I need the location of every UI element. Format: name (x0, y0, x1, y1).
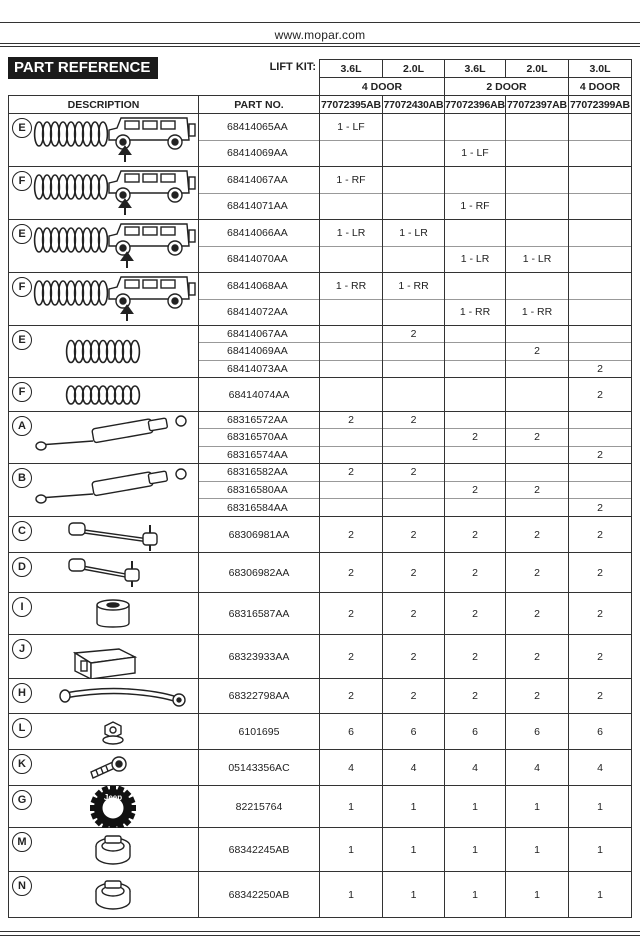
quantity-cell: 2 (506, 679, 569, 714)
quantity-cell (506, 499, 568, 516)
part-row (9, 750, 632, 786)
part-number: 68316584AA (227, 501, 288, 514)
quantity-cell: 2 (445, 553, 506, 593)
page-title: PART REFERENCE (8, 57, 158, 79)
quantity-cell: 2 (569, 553, 632, 593)
quantity-cell (445, 361, 505, 377)
quantity-cell (383, 167, 444, 194)
quantity-cell (569, 482, 631, 500)
quantity-cell (506, 412, 568, 429)
part-row (9, 714, 632, 750)
door-group-header: 4 DOOR (569, 78, 632, 96)
clamp-icon (9, 828, 199, 872)
part-letter: E (12, 224, 32, 244)
quantity-cell (383, 447, 444, 463)
quantity-cell: 2 (445, 593, 506, 635)
top-rule (0, 22, 640, 23)
quantity-cell (320, 326, 382, 343)
quantity-cell: 1 (445, 786, 506, 828)
quantity-cell: 1 (320, 828, 383, 872)
quantity-cell (445, 167, 505, 194)
jeep-badge-icon (9, 786, 199, 828)
nut-icon (9, 714, 199, 750)
quantity-cell (383, 499, 444, 516)
part-illustration-cell (9, 114, 199, 167)
quantity-cell: 2 (383, 635, 445, 679)
quantity-cell: 6 (320, 714, 383, 750)
part-row (9, 517, 632, 553)
quantity-cell (506, 326, 568, 343)
kit-number-header: 77072396AB (445, 96, 506, 114)
quantity-cell: 2 (597, 501, 603, 514)
part-number: 68414073AA (227, 362, 288, 375)
quantity-cell: 1 - LR (320, 220, 382, 247)
part-letter: J (12, 639, 32, 659)
part-number: 68316580AA (199, 482, 319, 500)
quantity-cell (445, 412, 505, 429)
lift-kit-label: LIFT KIT: (269, 61, 316, 73)
quantity-cell (569, 300, 631, 326)
spring-icon (9, 326, 199, 377)
quantity-cell (383, 361, 444, 377)
part-number: 68414070AA (227, 253, 288, 266)
quantity-cell (569, 273, 631, 300)
quantity-cell (445, 273, 505, 300)
quantity-cell: 2 (597, 362, 603, 375)
quantity-cell: 2 (569, 378, 632, 412)
part-number: 82215764 (199, 786, 320, 828)
jeep-badge-text: Jeep (103, 793, 123, 802)
quantity-cell: 2 (320, 553, 383, 593)
quantity-cell (569, 412, 631, 429)
part-letter: C (12, 521, 32, 541)
quantity-cell (569, 141, 631, 167)
part-illustration-cell (9, 517, 199, 553)
part-letter: I (12, 597, 32, 617)
quantity-cell: 2 (383, 326, 444, 343)
quantity-cell: 2 (506, 553, 569, 593)
quantity-cell: 2 (383, 464, 444, 482)
part-number: 68316587AA (199, 593, 320, 635)
shock-icon (9, 464, 199, 516)
part-row (9, 593, 632, 635)
quantity-cell: 6 (569, 714, 632, 750)
footer-rule (0, 931, 640, 932)
part-illustration-cell (9, 593, 199, 635)
part-illustration-cell (9, 464, 199, 517)
quantity-cell (445, 343, 505, 360)
part-number: 68414074AA (199, 378, 320, 412)
door-group-header: 4 DOOR (320, 78, 445, 96)
quantity-cell: 2 (597, 448, 603, 461)
quantity-cell: 1 (320, 872, 383, 918)
part-illustration-cell (9, 273, 199, 326)
part-letter: E (12, 118, 32, 138)
part-row (9, 786, 632, 828)
part-letter: K (12, 754, 32, 774)
track-bar-icon (9, 679, 199, 714)
spring-vehicle-rear-icon (9, 220, 199, 272)
part-number: 05143356AC (199, 750, 320, 786)
quantity-cell (383, 482, 444, 500)
part-row (9, 679, 632, 714)
engine-header: 3.6L (320, 60, 383, 78)
part-number: 68306982AA (199, 553, 320, 593)
part-number: 68414066AA (199, 220, 319, 247)
quantity-cell (506, 220, 568, 247)
part-row (9, 378, 632, 412)
quantity-cell: 2 (506, 343, 568, 360)
quantity-cell: 2 (320, 635, 383, 679)
quantity-cell: 2 (383, 679, 445, 714)
engine-header: 2.0L (506, 60, 569, 78)
quantity-cell: 1 - RF (320, 167, 382, 194)
quantity-cell (506, 378, 569, 412)
part-letter: F (12, 277, 32, 297)
engine-header: 2.0L (383, 60, 445, 78)
quantity-cell (383, 247, 444, 273)
kit-number-header: 77072395AB (320, 96, 383, 114)
part-illustration-cell (9, 750, 199, 786)
quantity-cell (569, 220, 631, 247)
part-number: 6101695 (199, 714, 320, 750)
part-number: 68414069AA (227, 147, 288, 160)
quantity-cell: 1 (445, 872, 506, 918)
part-letter: G (12, 790, 32, 810)
part-row (9, 872, 632, 918)
quantity-cell: 1 - RR (521, 306, 553, 319)
quantity-cell (383, 300, 444, 326)
quantity-cell (569, 114, 631, 141)
part-letter: B (12, 468, 32, 488)
quantity-cell (506, 141, 568, 167)
quantity-cell (506, 447, 568, 463)
quantity-cell: 4 (383, 750, 445, 786)
quantity-cell: 1 - LR (460, 253, 490, 266)
part-row (9, 326, 632, 378)
quantity-cell: 1 (320, 786, 383, 828)
spring-vehicle-rear-icon (9, 273, 199, 325)
quantity-cell (320, 482, 382, 500)
quantity-cell: 1 (383, 828, 445, 872)
part-letter: A (12, 416, 32, 436)
sway-link-short-icon (9, 553, 199, 593)
quantity-cell: 1 (506, 872, 569, 918)
part-row (9, 220, 632, 273)
engine-header: 3.6L (445, 60, 506, 78)
quantity-cell: 2 (569, 593, 632, 635)
quantity-cell: 2 (320, 593, 383, 635)
quantity-cell (569, 167, 631, 194)
part-illustration-cell (9, 828, 199, 872)
quantity-cell: 1 - LF (461, 147, 489, 160)
quantity-cell: 1 - LR (383, 220, 444, 247)
quantity-cell (506, 194, 568, 220)
quantity-cell (445, 114, 505, 141)
part-illustration-cell (9, 635, 199, 679)
quantity-cell: 1 (569, 872, 632, 918)
clamp-icon (9, 872, 199, 918)
part-number: 68414067AA (199, 326, 319, 343)
part-number: 68414069AA (199, 343, 319, 360)
part-letter: N (12, 876, 32, 896)
part-reference-table (8, 59, 632, 918)
quantity-cell: 1 - RR (383, 273, 444, 300)
quantity-cell (506, 361, 568, 377)
part-number: 68316572AA (199, 412, 319, 429)
part-number: 68322798AA (199, 679, 320, 714)
part-illustration-cell (9, 326, 199, 378)
quantity-cell (506, 167, 568, 194)
part-illustration-cell (9, 679, 199, 714)
quantity-cell: 2 (320, 464, 382, 482)
quantity-cell: 2 (445, 679, 506, 714)
part-no-header: PART NO. (199, 96, 320, 114)
quantity-cell: 1 - LR (522, 253, 552, 266)
quantity-cell: 2 (506, 429, 568, 446)
part-illustration-cell (9, 220, 199, 273)
quantity-cell (569, 343, 631, 360)
quantity-cell: 1 - RR (459, 306, 491, 319)
part-illustration-cell (9, 786, 199, 828)
quantity-cell: 2 (445, 429, 505, 446)
quantity-cell (506, 464, 568, 482)
part-row (9, 635, 632, 679)
quantity-cell (569, 247, 631, 273)
quantity-cell: 2 (569, 635, 632, 679)
quantity-cell: 6 (383, 714, 445, 750)
part-illustration-cell (9, 378, 199, 412)
quantity-cell: 1 (445, 828, 506, 872)
part-number: 68414065AA (199, 114, 319, 141)
part-number: 68316582AA (199, 464, 319, 482)
quantity-cell: 6 (506, 714, 569, 750)
quantity-cell: 2 (383, 412, 444, 429)
quantity-cell: 4 (320, 750, 383, 786)
quantity-cell (320, 300, 382, 326)
quantity-cell: 2 (506, 635, 569, 679)
quantity-cell: 2 (569, 517, 632, 553)
quantity-cell: 2 (383, 517, 445, 553)
quantity-cell: 1 (506, 786, 569, 828)
part-row (9, 553, 632, 593)
quantity-cell: 1 (383, 786, 445, 828)
quantity-cell (445, 447, 505, 463)
part-letter: D (12, 557, 32, 577)
part-letter: M (12, 832, 32, 852)
spring-vehicle-front-icon (9, 167, 199, 219)
part-row (9, 464, 632, 517)
quantity-cell (320, 247, 382, 273)
quantity-cell: 4 (569, 750, 632, 786)
sway-link-long-icon (9, 517, 199, 553)
part-letter: F (12, 171, 32, 191)
quantity-cell: 2 (383, 553, 445, 593)
quantity-cell (506, 273, 568, 300)
quantity-cell (320, 378, 383, 412)
quantity-cell (320, 343, 382, 360)
site-url[interactable]: www.mopar.com (274, 28, 366, 42)
quantity-cell: 2 (320, 517, 383, 553)
quantity-cell (445, 220, 505, 247)
quantity-cell (383, 429, 444, 446)
quantity-cell (320, 141, 382, 167)
part-number: 68414071AA (227, 200, 288, 213)
part-letter: L (12, 718, 32, 738)
quantity-cell: 2 (445, 635, 506, 679)
description-header: DESCRIPTION (9, 96, 199, 114)
bolt-icon (9, 750, 199, 786)
spacer-block-icon (9, 635, 199, 679)
part-number: 68316574AA (227, 448, 288, 461)
part-number: 68316570AA (199, 429, 319, 446)
quantity-cell (445, 464, 505, 482)
quantity-cell (383, 343, 444, 360)
quantity-cell (320, 447, 382, 463)
header-rule (0, 43, 640, 44)
part-illustration-cell (9, 167, 199, 220)
part-row (9, 167, 632, 220)
part-row (9, 412, 632, 464)
quantity-cell: 4 (506, 750, 569, 786)
quantity-cell (383, 194, 444, 220)
quantity-cell: 1 (569, 828, 632, 872)
engine-header: 3.0L (569, 60, 632, 78)
quantity-cell: 1 (383, 872, 445, 918)
part-number: 68414067AA (199, 167, 319, 194)
quantity-cell (320, 194, 382, 220)
header-rule-2 (0, 46, 640, 47)
quantity-cell: 1 (506, 828, 569, 872)
part-illustration-cell (9, 553, 199, 593)
quantity-cell (320, 499, 382, 516)
part-illustration-cell (9, 714, 199, 750)
part-letter: F (12, 382, 32, 402)
quantity-cell (506, 114, 568, 141)
quantity-cell: 2 (506, 593, 569, 635)
quantity-cell: 2 (506, 482, 568, 500)
kit-number-header: 77072430AB (383, 96, 445, 114)
quantity-cell: 2 (506, 517, 569, 553)
part-illustration-cell (9, 872, 199, 918)
footer-rule-2 (0, 935, 640, 936)
quantity-cell: 1 - RR (320, 273, 382, 300)
spring-vehicle-front-icon (9, 114, 199, 166)
kit-number-header: 77072399AB (569, 96, 632, 114)
quantity-cell (569, 194, 631, 220)
quantity-cell: 1 - LF (320, 114, 382, 141)
part-row (9, 273, 632, 326)
quantity-cell: 2 (320, 412, 382, 429)
quantity-cell (383, 141, 444, 167)
quantity-cell (445, 499, 505, 516)
quantity-cell: 1 - RF (460, 200, 490, 213)
kit-number-header: 77072397AB (506, 96, 569, 114)
quantity-cell (383, 378, 445, 412)
bump-stop-icon (9, 593, 199, 635)
quantity-cell (383, 114, 444, 141)
part-row (9, 828, 632, 872)
door-group-header: 2 DOOR (445, 78, 569, 96)
quantity-cell: 2 (445, 517, 506, 553)
spring-short-icon (9, 378, 199, 412)
part-row (9, 114, 632, 167)
quantity-cell: 2 (445, 482, 505, 500)
quantity-cell (320, 429, 382, 446)
part-number: 68342245AB (199, 828, 320, 872)
quantity-cell (320, 361, 382, 377)
quantity-cell (569, 429, 631, 446)
part-number: 68342250AB (199, 872, 320, 918)
quantity-cell: 6 (445, 714, 506, 750)
quantity-cell (445, 378, 506, 412)
part-number: 68414072AA (227, 306, 288, 319)
part-number: 68414068AA (199, 273, 319, 300)
part-illustration-cell (9, 412, 199, 464)
part-number: 68323933AA (199, 635, 320, 679)
part-letter: E (12, 330, 32, 350)
quantity-cell (445, 326, 505, 343)
quantity-cell (569, 326, 631, 343)
quantity-cell: 1 (569, 786, 632, 828)
quantity-cell: 2 (569, 679, 632, 714)
quantity-cell: 2 (320, 679, 383, 714)
part-letter: H (12, 683, 32, 703)
shock-icon (9, 412, 199, 463)
quantity-cell: 2 (383, 593, 445, 635)
quantity-cell: 4 (445, 750, 506, 786)
part-number: 68306981AA (199, 517, 320, 553)
quantity-cell (569, 464, 631, 482)
